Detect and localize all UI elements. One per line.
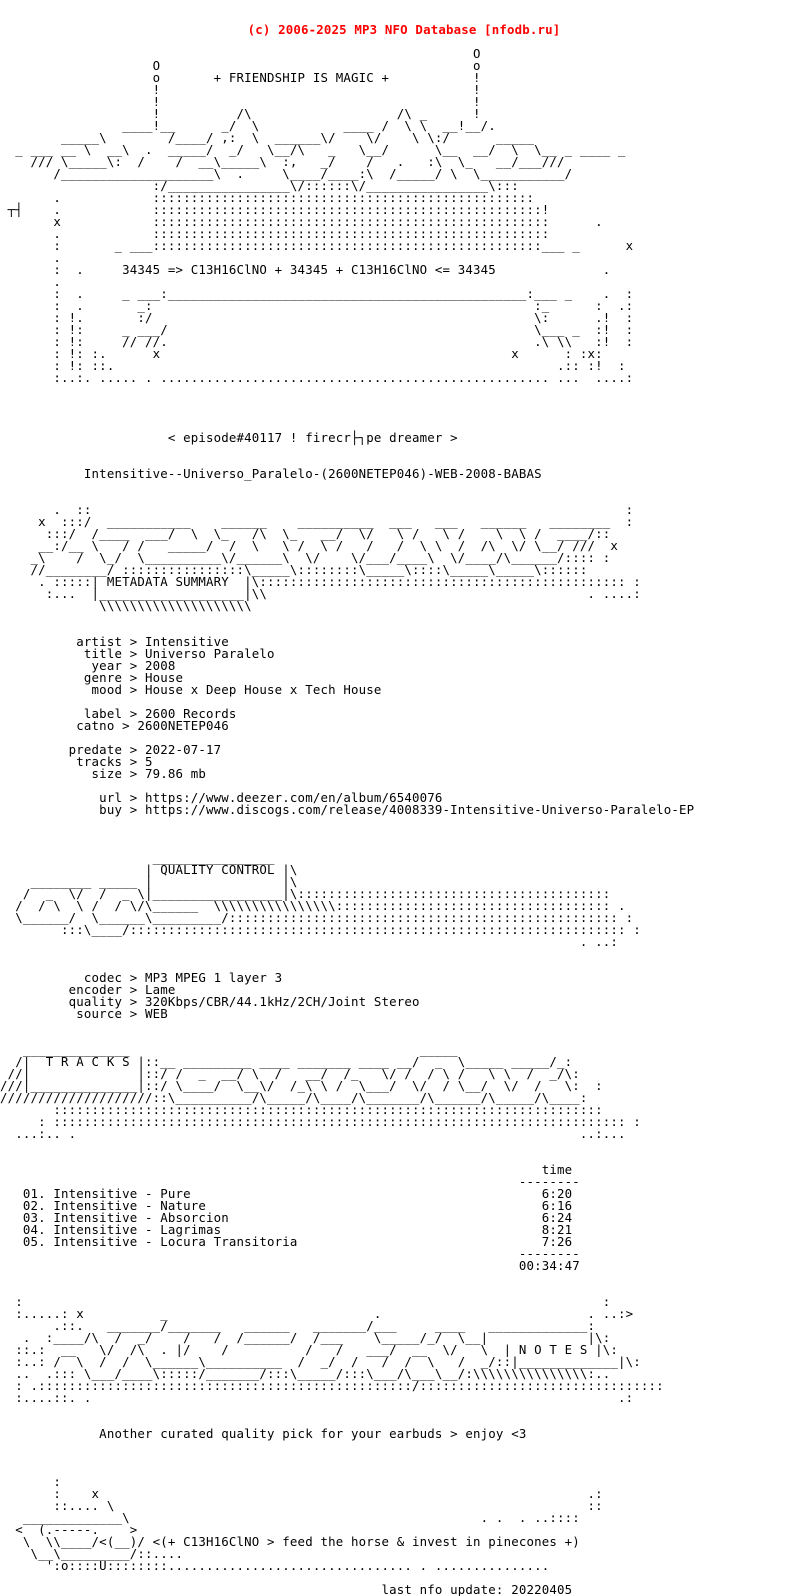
nfo-line: quality > 320Kbps/CBR/44.1kHz/2CH/Joint Stereo bbox=[0, 994, 420, 1009]
nfo-line: ! ! bbox=[0, 82, 481, 97]
nfo-line: -------- bbox=[0, 1246, 580, 1261]
nfo-line: _ ___ __ \ __\ . _____/ _/ \__/\ _ \__/ \__ __/ \ \__ _ ____ _ bbox=[0, 142, 626, 157]
nfo-line: \__\_________/::.... bbox=[0, 1546, 184, 1561]
nfo-line: /| T R A C K S |::__ _________ ____ _______ ____ __/ _ \_____ _____/_: bbox=[0, 1054, 573, 1069]
nfo-line: \ \\____/<(__)/ <(+ C13H16ClNO > feed the horse & invest in pinecones +) bbox=[0, 1534, 580, 1549]
nfo-line: :....::. . .: bbox=[0, 1390, 634, 1405]
nfo-line: ________________ bbox=[0, 850, 275, 865]
nfo-line: < episode#40117 ! firecr├┐pe dreamer > bbox=[0, 430, 458, 445]
nfo-line: . :: : bbox=[0, 502, 634, 517]
nfo-line: : . 34345 => C13H16ClNO + 34345 + C13H16ClNO <= 34345 . bbox=[0, 262, 611, 277]
nfo-line bbox=[0, 384, 808, 396]
nfo-line: o + FRIENDSHIP IS MAGIC + ! bbox=[0, 70, 481, 85]
nfo-line: 05. Intensitive - Locura Transitoria 7:26 bbox=[0, 1234, 573, 1249]
nfo-line: .. .::: \___/____\:::::/_______/:::\_____/:::\___/\___\__/:\\\\\\\\\\\\\\\:.. bbox=[0, 1366, 611, 1381]
nfo-line: x :::::::::::::::::::::::::::::::::::::::::::::::::::: . bbox=[0, 214, 603, 229]
nfo-line: mood > House x Deep House x Tech House bbox=[0, 682, 382, 697]
nfo-line: tracks > 5 bbox=[0, 754, 153, 769]
nfo-header: (c) 2006-2025 MP3 NFO Database [nfodb.ru] bbox=[247, 22, 561, 37]
nfo-line: :... |___________________|\\ . ....: bbox=[0, 586, 641, 601]
nfo-line bbox=[0, 396, 808, 408]
nfo-line: : _ ___:::::::::::::::::::::::::::::::::::::::::::::::::::___ _ x bbox=[0, 238, 634, 253]
nfo-line: . :::::::::::::::::::::::::::::::::::::::::::::::::: bbox=[0, 190, 535, 205]
nfo-line: :::::::::::::::::::::::::::::::::::::::::::::::::::::::::::::::::::::::: bbox=[0, 1102, 603, 1117]
nfo-line: ! /\ /\ _ ! bbox=[0, 106, 481, 121]
nfo-line: : ::::::::::::::::::::::::::::::::::::::::::::::::::::::::::::::::::::::::::: : bbox=[0, 1114, 641, 1129]
nfo-line bbox=[0, 1440, 808, 1452]
nfo-line: -------- bbox=[0, 1174, 580, 1189]
nfo-line: source > WEB bbox=[0, 1006, 168, 1021]
nfo-line: : !: _ ___/ \___ _ :! : bbox=[0, 322, 634, 337]
nfo-line bbox=[0, 480, 808, 492]
nfo-line: ':o::::U::::::::................................ . ............... bbox=[0, 1558, 550, 1573]
nfo-line: . :::::::::::::::::::::::::::::::::::::::::::::::::::: bbox=[0, 226, 550, 241]
nfo-line: _\ / \_/ \__________\/______\ \/ \/___/____\ \/____/\______/:::: : bbox=[0, 550, 611, 565]
nfo-line: encoder > Lame bbox=[0, 982, 176, 997]
nfo-line: :..: / \ / / \______\__________ / _/ / / / \ / _/::|_____________|\: bbox=[0, 1354, 641, 1369]
nfo-line: codec > MP3 MPEG 1 layer 3 bbox=[0, 970, 283, 985]
nfo-line: time bbox=[0, 1162, 573, 1177]
nfo-line: artist > Intensitive bbox=[0, 634, 229, 649]
nfo-line: title > Universo Paralelo bbox=[0, 646, 275, 661]
nfo-line: .::. _______/_______ ______ _______/___ ____ _____________: bbox=[0, 1318, 596, 1333]
nfo-line: Another curated quality pick for your earbuds > enjoy <3 bbox=[0, 1426, 527, 1441]
nfo-line: ::.... \ :: bbox=[0, 1498, 603, 1513]
nfo-line: : !: :. x x : :x: bbox=[0, 346, 603, 361]
nfo-line: : . _ ___:_______________________________________________:___ _ . : bbox=[0, 286, 634, 301]
nfo-line bbox=[0, 1140, 808, 1152]
nfo-line bbox=[0, 1464, 808, 1476]
nfo-line: . :____/\ / _/ / / /______/ /___ \_____/_/ \__| |\: bbox=[0, 1330, 611, 1345]
nfo-line: : !. :/ \: .! : bbox=[0, 310, 634, 325]
nfo-line: \______/ \______\_________/::::::::::::::::::::::::::::::::::::::::::::::::::: : bbox=[0, 910, 634, 925]
nfo-line: ...:.. . ..:... bbox=[0, 1126, 626, 1141]
nfo-line: 01. Intensitive - Pure 6:20 bbox=[0, 1186, 573, 1201]
nfo-line: label > 2600 Records bbox=[0, 706, 237, 721]
nfo-line: ////////////////////::\__________/\_____/\____/\_______/\______/\_____/\____: bbox=[0, 1090, 588, 1105]
nfo-line: O o bbox=[0, 58, 481, 73]
nfo-line: size > 79.86 mb bbox=[0, 766, 207, 781]
nfo-line: O bbox=[0, 46, 481, 61]
nfo-line: : !: ::. .:: :! : bbox=[0, 358, 626, 373]
nfo-line: : bbox=[0, 1474, 62, 1489]
nfo-line: catno > 2600NETEP046 bbox=[0, 718, 229, 733]
nfo-line: ┬┤ . :::::::::::::::::::::::::::::::::::::::::::::::::::! bbox=[0, 202, 550, 217]
nfo-line: :/________________\/::::::\/________________\::: bbox=[0, 178, 519, 193]
nfo-line: 03. Intensitive - Absorcion 6:24 bbox=[0, 1210, 573, 1225]
nfo-line: /____________________\ . \____/____:\ /_____/ \ \___________/ bbox=[0, 166, 573, 181]
nfo-line: last nfo update: 20220405 bbox=[0, 1582, 573, 1596]
nfo-line: \\\\\\\\\\\\\\\\\\\\ bbox=[0, 598, 252, 613]
nfo-line: ____!__ _/ \ ____ / \ \ __!__/. bbox=[0, 118, 496, 133]
nfo-line: 02. Intensitive - Nature 6:16 bbox=[0, 1198, 573, 1213]
nfo-line: :::\____/::::::::::::::::::::::::::::::::::::::::::::::::::::::::::::::::: : bbox=[0, 922, 641, 937]
nfo-line bbox=[0, 408, 808, 420]
nfo-line: :..:. ..... . ................................................... ... ....: bbox=[0, 370, 634, 385]
nfo-line: . bbox=[0, 274, 62, 289]
nfo-line: genre > House bbox=[0, 670, 184, 685]
nfo-line: /// \_____\: / / __\_____\ :, _/ / . :\ \_ __/___/// bbox=[0, 154, 565, 169]
nfo-line: x :::/ ___________ ______ __________ ___ ___ ______ ________ : bbox=[0, 514, 634, 529]
nfo-line: Intensitive--Universo_Paralelo-(2600NETEP046)-WEB-2008-BABAS bbox=[0, 466, 542, 481]
nfo-line: : !: // //. .\ \\ :! : bbox=[0, 334, 634, 349]
nfo-line bbox=[0, 612, 808, 624]
nfo-line bbox=[0, 1020, 808, 1032]
nfo-line: //| |::/ / _ __/ \ / __/ /_ \/ / / \ / \ \ / _/\: bbox=[0, 1066, 580, 1081]
nfo-line: : : bbox=[0, 1294, 611, 1309]
nfo-line bbox=[0, 1404, 808, 1416]
nfo-line: . bbox=[0, 250, 62, 265]
nfo-line: predate > 2022-07-17 bbox=[0, 742, 222, 757]
nfo-line: //________/ ::::::::::::::::\_____\::::::::\_____\::::\_____\_____\:::::: bbox=[0, 562, 588, 577]
nfo-line: _____\ /____/ ,: \ ______\/ \/ \ \:/ _____ bbox=[0, 130, 535, 145]
nfo-line: : .:::::::::::::::::::::::::::::::::::::::::::::::::/:::::::::::::::::::::::::::::::: bbox=[0, 1378, 664, 1393]
nfo-line: : . _: :_ : .: bbox=[0, 298, 634, 313]
nfo-line: buy > https://www.discogs.com/release/4008339-Intensitive-Universo-Paralelo-EP bbox=[0, 802, 695, 817]
nfo-line: . :::::| METADATA SUMMARY |\:::::::::::::::::::::::::::::::::::::::::::::::: : bbox=[0, 574, 641, 589]
nfo-line: 04. Intensitive - Lagrimas 8:21 bbox=[0, 1222, 573, 1237]
nfo-line: ________ _____ | |\ bbox=[0, 874, 298, 889]
nfo-line: : x .: bbox=[0, 1486, 603, 1501]
nfo-line: ///|______________|::/ \____/ \__\/ /_\ \ / \___/ \/ / \__/ \/ / \: : bbox=[0, 1078, 603, 1093]
nfo-line: year > 2008 bbox=[0, 658, 176, 673]
nfo-line bbox=[0, 1272, 808, 1284]
nfo-line: _____________\ . . . ..:::: bbox=[0, 1510, 580, 1525]
nfo-line: | QUALITY CONTROL |\ bbox=[0, 862, 298, 877]
nfo-line: / _ \/ / _ \|_________________|\::::::::::::::::::::::::::::::::::::::::: bbox=[0, 886, 611, 901]
nfo-line bbox=[0, 1452, 808, 1464]
nfo-line: 00:34:47 bbox=[0, 1258, 580, 1273]
nfo-line: ! ! bbox=[0, 94, 481, 109]
nfo-line bbox=[0, 816, 808, 828]
nfo-line: :.....: x _ . . ..:> bbox=[0, 1306, 634, 1321]
nfo-line: url > https://www.deezer.com/en/album/6540076 bbox=[0, 790, 443, 805]
nfo-line: . ..: bbox=[0, 934, 619, 949]
nfo-line: :::/ /____ ___/ \ \_ /\ \_ __/ \/ \ / \ / \ \ / ____/:: bbox=[0, 526, 611, 541]
nfo-line bbox=[0, 828, 808, 840]
nfo-line: ______________ _____ bbox=[0, 1042, 458, 1057]
nfo-line: __:/__ \ / / _____/ / \ \ / \ / / / \ \ / /\ \/ \__/ /// x bbox=[0, 538, 619, 553]
nfo-line: / / \ \ / / \/\______ \\\\\\\\\\\\\\\\:::::::::::::::::::::::::::::::::::: . bbox=[0, 898, 626, 913]
nfo-line bbox=[0, 444, 808, 456]
nfo-line: < (.-----. > bbox=[0, 1522, 138, 1537]
nfo-line bbox=[0, 948, 808, 960]
nfo-line: ::.: __ \/ /\ . |/ / / / ___/ __ \/ \ | N O T E S |\: bbox=[0, 1342, 619, 1357]
